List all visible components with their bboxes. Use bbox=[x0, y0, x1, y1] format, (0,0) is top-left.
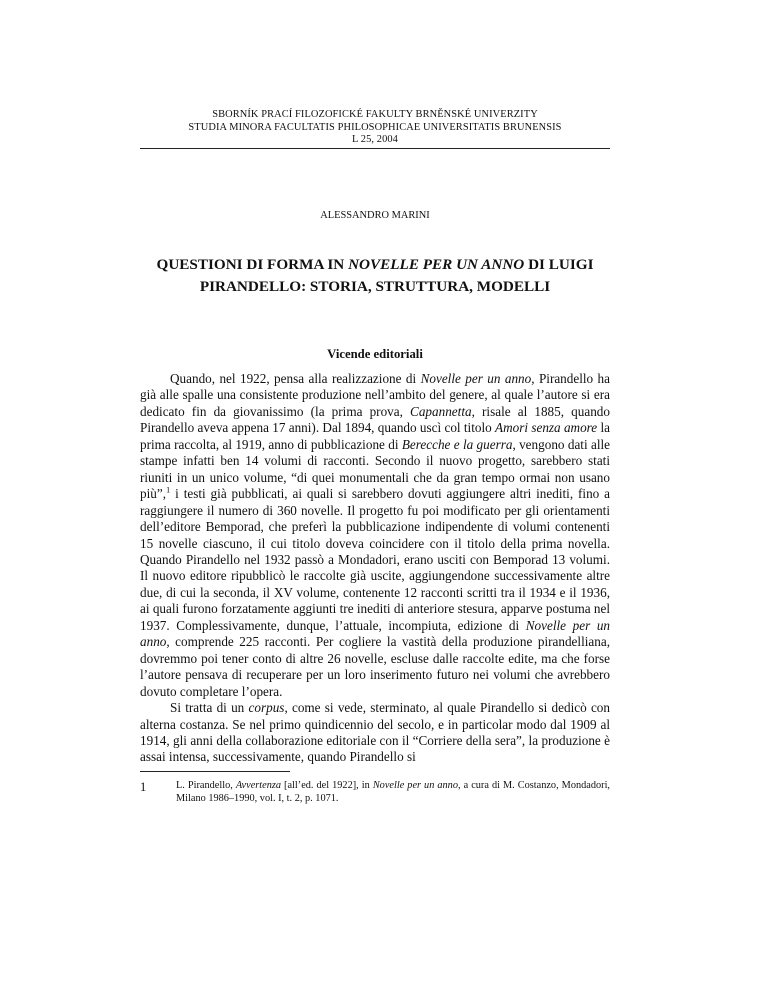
fn-text-3: , a cura di M. Costanzo, Mondadori, Milano 1986–1990, vol. I, t. 2, p. 1071. bbox=[176, 780, 611, 804]
article-body bbox=[140, 371, 610, 766]
p1-italic-1: Novelle per un anno bbox=[420, 371, 532, 386]
footnote-divider bbox=[140, 771, 290, 772]
p1-text-6: i testi già pubblicati, ai quali si sarebbero dovuti aggiungere altri inediti, fino a raggiungere il numero di 360 novelle. Il progetto fu poi modificato per gli orientamenti dell’editore Bemporad, che preferì la pubblicazione indipendente di volumi contenenti 15 novelle ciascuno, il cui titolo doveva coincidere con il titolo della prima novella. Quando Pirandello nel 1932 passò a Mondadori, erano usciti con Bemporad 13 volumi. Il nuovo editore ripubblicò le raccolte già uscite, aggiungendone successivamente altre due, di cui la seconda, il XV volume, contenente 12 racconti scritti tra il 1934 e il 1936, ai quali furono forzatamente aggiunti tre inediti di anteriore stesura, apparve postuma nel 1937. Complessivamente, dunque, l’attuale, incompiuta, edizione di bbox=[140, 486, 610, 633]
journal-header bbox=[140, 109, 610, 147]
fn-italic-2: Novelle per un anno bbox=[372, 780, 458, 791]
footnote-1 bbox=[140, 780, 610, 805]
header-divider bbox=[140, 148, 610, 149]
title-part-2: DI LUIGI PIRANDELLO: STORIA, STRUTTURA, MODELLI bbox=[199, 256, 594, 295]
paragraph-2 bbox=[140, 700, 610, 766]
p1-text-7: , comprende 225 racconti. Per cogliere la vastità della produzione pirandelliana, dovremmo poi tener conto di altre 26 novelle, escluse dalle raccolte edite, ma che forse l’autore pensava di recuperare per un loro inserimento futuro nei volumi che avrebbero dovuto completare l’opera. bbox=[140, 634, 610, 699]
p1-text-1: Quando, nel 1922, pensa alla realizzazione di bbox=[170, 371, 421, 386]
footnote-reference[interactable]: 1 bbox=[166, 484, 171, 495]
p2-text-2: , come si vede, sterminato, al quale Pirandello si dedicò con alterna costanza. Se nel primo quindicennio del secolo, e in particolar modo dal 1909 al 1914, gli anni della collaborazione editoriale con il “Corriere della sera”, la produzione è assai intensa, successivamente, quando Pirandello si bbox=[140, 700, 610, 765]
p1-italic-5: Novelle per un anno bbox=[140, 617, 611, 650]
title-italic-work: NOVELLE PER UN ANNO bbox=[348, 256, 525, 273]
p2-italic-1: corpus bbox=[248, 700, 285, 716]
p1-text-5: , vengono dati alle stampe infatti ben 14 volumi di racconti. Secondo il nuovo progetto, sarebbero stati riuniti in un unico volume, “di quei monumentali che da gran tempo ormai non usano più”, bbox=[140, 436, 611, 502]
journal-header-line-3: L 25, 2004 bbox=[352, 134, 398, 145]
footnote-number: 1 bbox=[140, 780, 147, 794]
p1-italic-4: Berecche e la guerra bbox=[401, 436, 513, 452]
section-heading: Vicende editoriali bbox=[327, 347, 423, 361]
author-name: ALESSANDRO MARINI bbox=[320, 210, 430, 221]
paragraph-1 bbox=[140, 371, 610, 700]
fn-italic-1: Avvertenza bbox=[235, 780, 282, 791]
article-title bbox=[140, 254, 610, 298]
title-part-1: QUESTIONI DI FORMA IN bbox=[156, 256, 349, 273]
p2-text-1: Si tratta di un bbox=[170, 700, 249, 716]
p1-italic-2: Capannetta bbox=[410, 403, 472, 419]
p1-italic-3: Amori senza amore bbox=[495, 420, 598, 436]
p1-text-2: , Pirandello ha già alle spalle una consistente produzione nell’ambito del genere, al quale l’autore si era dedicato fin da giovanissimo (la prima prova, bbox=[140, 371, 611, 419]
fn-text-1: L. Pirandello, bbox=[176, 780, 236, 791]
p1-text-3: , risale al 1885, quando Pirandello aveva appena 17 anni). Dal 1894, quando uscì col titolo bbox=[140, 403, 610, 436]
journal-header-line-1: SBORNÍK PRACÍ FILOZOFICKÉ FAKULTY BRNĚNSKÉ UNIVERZITY bbox=[212, 109, 538, 120]
journal-header-line-2: STUDIA MINORA FACULTATIS PHILOSOPHICAE UNIVERSITATIS BRUNENSIS bbox=[188, 121, 562, 133]
footnote-text bbox=[176, 780, 610, 805]
p1-text-4: la prima raccolta, al 1919, anno di pubblicazione di bbox=[140, 420, 610, 452]
fn-text-2: [all’ed. del 1922], in bbox=[281, 780, 373, 791]
